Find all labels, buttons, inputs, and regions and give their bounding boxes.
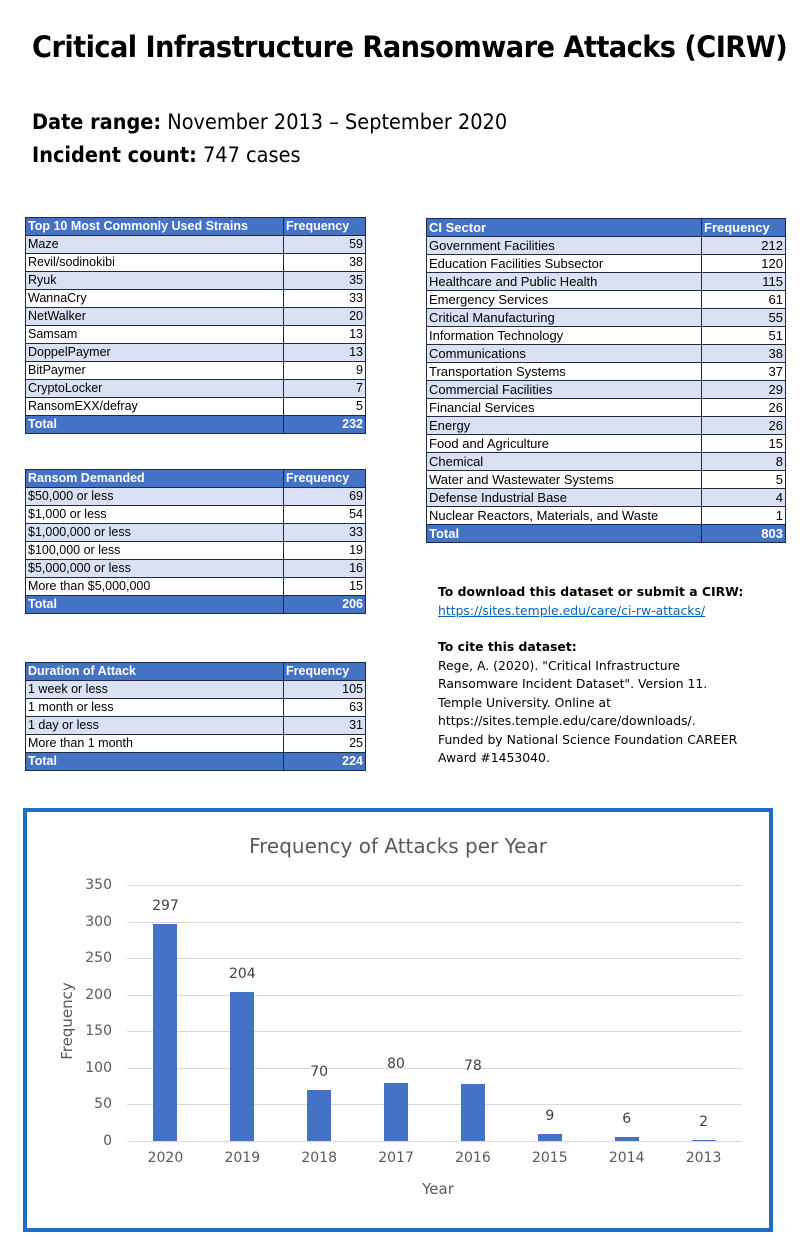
column-header: Ransom Demanded [26,470,284,488]
gridline [127,1104,742,1105]
row-label: CryptoLocker [26,380,284,398]
table-row [427,345,786,363]
total-value: 803 [702,525,786,543]
row-value: 15 [284,578,366,596]
row-label: Samsam [26,326,284,344]
x-tick-label: 2020 [147,1150,184,1166]
bar-value-label: 9 [545,1108,555,1125]
row-value: 115 [702,273,786,291]
row-label: 1 week or less [26,681,284,699]
row-value: 37 [702,363,786,381]
row-label: Information Technology [427,327,702,345]
table-row [427,489,786,507]
table-row [427,237,786,255]
bar [692,1140,716,1141]
row-value: 61 [702,291,786,309]
table-row [26,290,366,308]
row-value: 26 [702,417,786,435]
page-title: Critical Infrastructure Ransomware Attacks (CIRW) [32,30,788,64]
bar [230,992,254,1141]
bar-value-label: 6 [622,1110,632,1127]
row-value: 7 [284,380,366,398]
row-value: 31 [284,717,366,735]
row-label: $50,000 or less [26,488,284,506]
cite-heading: To cite this dataset: [438,639,577,654]
cite-line: Funded by National Science Foundation CAREER [438,731,738,747]
date-range-value: November 2013 – September 2020 [167,110,508,134]
row-value: 105 [284,681,366,699]
total-value: 232 [284,416,366,434]
cite-line: Award #1453040. [438,750,550,765]
bar [461,1084,485,1141]
bar [538,1134,562,1141]
y-tick-label: 50 [94,1096,112,1113]
date-range [32,110,507,134]
table-row [26,560,366,578]
row-label: $100,000 or less [26,542,284,560]
table-row [26,236,366,254]
row-value: 29 [702,381,786,399]
table-total-row [26,596,366,614]
bar-value-label: 297 [152,897,179,914]
row-label: Water and Wastewater Systems [427,471,702,489]
row-value: 120 [702,255,786,273]
bar [153,924,177,1141]
row-value: 212 [702,237,786,255]
row-label: $1,000,000 or less [26,524,284,542]
total-label: Total [26,753,284,771]
row-label: Nuclear Reactors, Materials, and Waste [427,507,702,525]
y-tick-label: 350 [85,877,112,893]
date-range-label: Date range: [32,110,162,134]
y-tick-label: 250 [85,950,112,967]
bar [384,1083,408,1142]
row-label: NetWalker [26,308,284,326]
y-tick-label: 150 [85,1023,112,1040]
table-row [427,381,786,399]
row-label: $1,000 or less [26,506,284,524]
row-value: 51 [702,327,786,345]
row-value: 5 [284,398,366,416]
row-label: Transportation Systems [427,363,702,381]
table-row [427,507,786,525]
table-total-row [26,753,366,771]
row-value: 38 [284,254,366,272]
row-label: RansomEXX/defray [26,398,284,416]
row-label: $5,000,000 or less [26,560,284,578]
row-value: 54 [284,506,366,524]
incident-count [32,143,301,167]
cite-line: Ransomware Incident Dataset". Version 11. [438,676,708,691]
row-value: 15 [702,435,786,453]
row-label: Commercial Facilities [427,381,702,399]
row-value: 55 [702,309,786,327]
cite-line: Rege, A. (2020). "Critical Infrastructure [438,657,681,673]
x-tick-label: 2018 [301,1150,337,1166]
y-axis-label: Frequency [58,982,76,1060]
table-row [26,506,366,524]
row-label: Maze [26,236,284,254]
table-row [427,363,786,381]
incident-count-label: Incident count: [32,143,197,167]
row-label: More than 1 month [26,735,284,753]
table-row [26,681,366,699]
table-row [26,699,366,717]
row-value: 19 [284,542,366,560]
row-label: WannaCry [26,290,284,308]
row-label: Financial Services [427,399,702,417]
row-value: 20 [284,308,366,326]
table-row [427,273,786,291]
column-header: Duration of Attack [26,663,284,681]
column-header: Frequency [284,663,366,681]
table-row [26,308,366,326]
download-link[interactable]: https://sites.temple.edu/care/ci-rw-attacks/ [438,602,706,618]
row-label: DoppelPaymer [26,344,284,362]
gridline [127,1031,742,1032]
bar-value-label: 2 [699,1113,709,1130]
bar-value-label: 70 [310,1063,329,1080]
row-value: 33 [284,524,366,542]
chart-title: Frequency of Attacks per Year [249,834,547,858]
table-header-row [427,219,786,237]
table-row [26,398,366,416]
row-value: 9 [284,362,366,380]
table-row [427,435,786,453]
row-label: Emergency Services [427,291,702,309]
table-row [26,254,366,272]
ransom-table [25,469,366,614]
table-row [26,272,366,290]
row-label: Energy [427,417,702,435]
row-value: 33 [284,290,366,308]
row-value: 5 [702,471,786,489]
row-value: 38 [702,345,786,363]
bar-value-label: 78 [464,1057,482,1074]
table-row [427,471,786,489]
row-label: Revil/sodinokibi [26,254,284,272]
plot-area [85,877,742,1166]
x-tick-label: 2015 [531,1150,568,1166]
table-row [427,399,786,417]
gridline [127,1068,742,1069]
row-value: 8 [702,453,786,471]
column-header: Frequency [284,218,366,236]
row-value: 35 [284,272,366,290]
table-row [26,380,366,398]
y-tick-label: 200 [85,986,112,1003]
row-value: 1 [702,507,786,525]
strains-table [25,217,366,434]
table-row [26,717,366,735]
row-value: 4 [702,489,786,507]
table-row [26,488,366,506]
bar [307,1090,331,1141]
row-label: BitPaymer [26,362,284,380]
column-header: CI Sector [427,219,702,237]
gridline [127,958,742,959]
total-value: 206 [284,596,366,614]
x-axis-label: Year [422,1180,454,1198]
download-heading: To download this dataset or submit a CIRW: [438,584,744,599]
table-row [26,326,366,344]
table-row [427,453,786,471]
row-value: 13 [284,326,366,344]
x-tick-label: 2019 [224,1150,261,1166]
cite-line: Temple University. Online at [438,694,611,710]
gridline [127,995,742,996]
row-value: 25 [284,735,366,753]
cite-line: https://sites.temple.edu/care/downloads/. [438,713,696,728]
row-label: More than $5,000,000 [26,578,284,596]
row-label: Government Facilities [427,237,702,255]
row-label: 1 day or less [26,717,284,735]
table-row [427,309,786,327]
table-row [427,327,786,345]
total-value: 224 [284,753,366,771]
x-tick-label: 2014 [608,1150,645,1166]
table-row [26,362,366,380]
table-row [427,255,786,273]
row-value: 26 [702,399,786,417]
table-row [427,291,786,309]
table-total-row [427,525,786,543]
row-label: 1 month or less [26,699,284,717]
gridline [127,922,742,923]
dataset-info [438,583,788,768]
table-header-row [26,663,366,681]
row-value: 63 [284,699,366,717]
row-value: 59 [284,236,366,254]
attacks-per-year-chart [23,808,773,1232]
gridline [127,885,742,886]
table-row [26,524,366,542]
row-value: 69 [284,488,366,506]
table-row [26,344,366,362]
bar-value-label: 80 [387,1056,405,1073]
row-label: Communications [427,345,702,363]
row-label: Chemical [427,453,702,471]
x-tick-label: 2017 [378,1150,414,1166]
table-header-row [26,470,366,488]
x-tick-label: 2016 [455,1150,491,1166]
table-row [26,542,366,560]
row-label: Education Facilities Subsector [427,255,702,273]
column-header: Frequency [702,219,786,237]
row-label: Defense Industrial Base [427,489,702,507]
row-label: Healthcare and Public Health [427,273,702,291]
row-value: 16 [284,560,366,578]
x-tick-label: 2013 [685,1150,722,1166]
total-label: Total [26,596,284,614]
table-header-row [26,218,366,236]
table-row [427,417,786,435]
incident-count-value: 747 cases [203,143,301,167]
row-label: Food and Agriculture [427,435,702,453]
row-label: Ryuk [26,272,284,290]
table-row [26,735,366,753]
column-header: Frequency [284,470,366,488]
sector-table [426,218,786,543]
table-row [26,578,366,596]
column-header: Top 10 Most Commonly Used Strains [26,218,284,236]
duration-table [25,662,366,771]
row-value: 13 [284,344,366,362]
gridline [127,1141,742,1142]
total-label: Total [427,525,702,543]
table-total-row [26,416,366,434]
bar-value-label: 204 [228,965,256,982]
total-label: Total [26,416,284,434]
row-label: Critical Manufacturing [427,309,702,327]
y-tick-label: 0 [103,1133,112,1149]
bar [615,1137,639,1141]
y-tick-label: 300 [85,913,112,930]
y-tick-label: 100 [85,1059,112,1076]
